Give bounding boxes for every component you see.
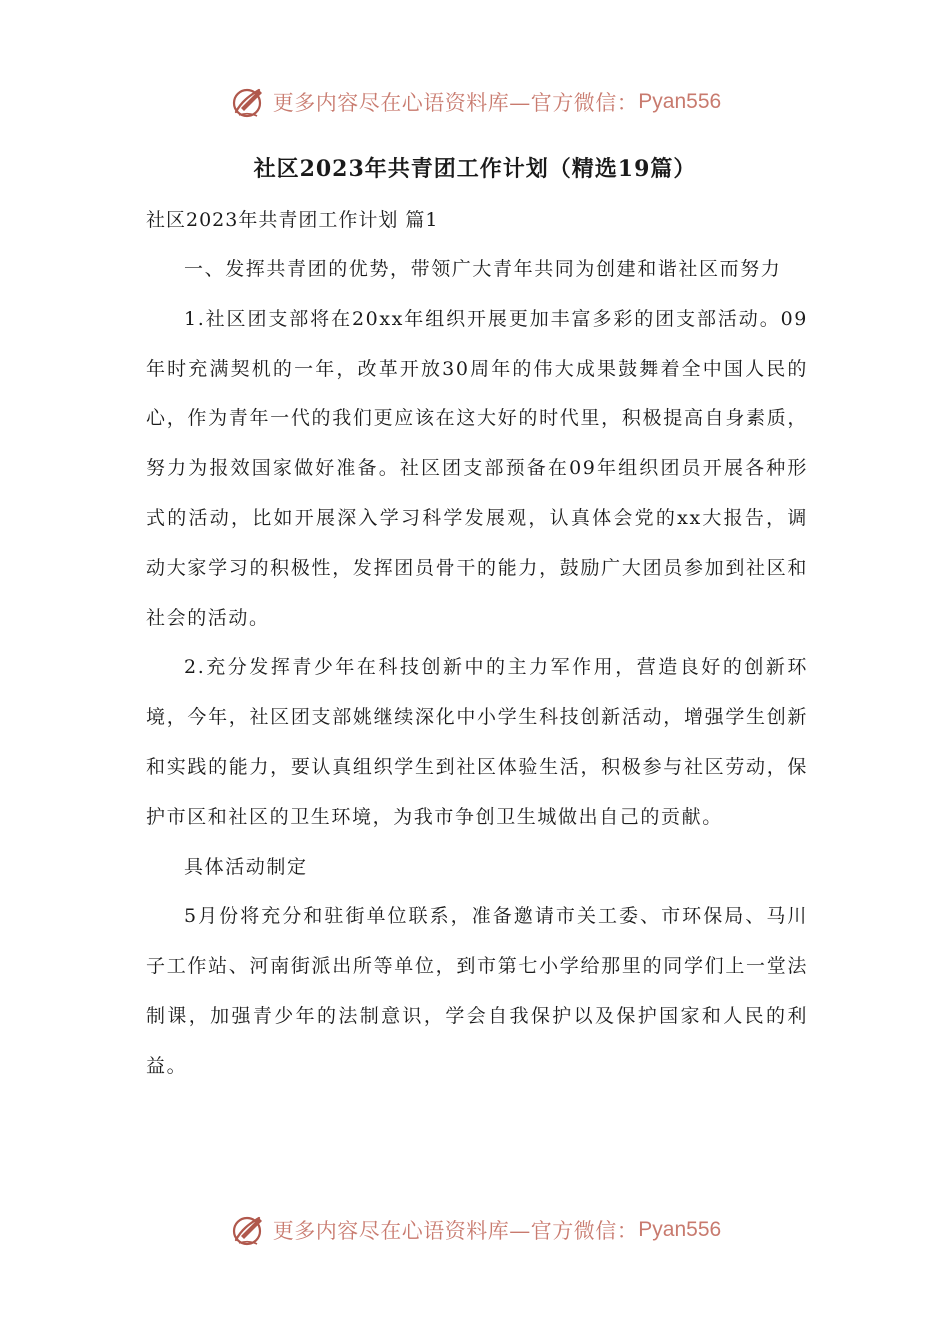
header-banner	[0, 80, 950, 124]
pen-logo-icon	[229, 1210, 269, 1250]
paragraph: 一、发挥共青团的优势，带领广大青年共同为创建和谐社区而努力	[184, 258, 782, 280]
pen-logo-icon	[229, 82, 269, 122]
banner-text: 更多内容尽在心语资料库—官方微信：	[272, 91, 639, 115]
footer-banner	[0, 1208, 950, 1252]
paragraph: 具体活动制定	[184, 855, 308, 878]
section-heading: 社区2023年共青团工作计划 篇1	[146, 209, 439, 231]
paragraph: 1.社区团支部将在20xx年组织开展更加丰富多彩的团支部活动。09年时充满契机的一年，改革开放30周年的伟大成果鼓舞着全中国人民的心，作为青年一代的我们更应该在这大好的时代里，积极提高自身素质，努力为报效国家做好准备。社区团支部预备在09年组织团员开展各种形式的活动，比如开展深入学习科学发展观，认真体会党的xx大报告，调动大家学习的积极性，发挥团员骨干的能力，鼓励广大团员参加到社区和社会的活动。	[146, 307, 808, 629]
wechat-id: Pyan556	[638, 1218, 722, 1241]
document-body	[146, 245, 808, 1092]
banner-text: 更多内容尽在心语资料库—官方微信：	[272, 1219, 639, 1243]
wechat-id: Pyan556	[638, 90, 722, 113]
paragraph: 2.充分发挥青少年在科技创新中的主力军作用，营造良好的创新环境，今年，社区团支部姚继续深化中小学生科技创新活动，增强学生创新和实践的能力，要认真组织学生到社区体验生活，积极参与社区劳动，保护市区和社区的卫生环境，为我市争创卫生城做出自己的贡献。	[146, 656, 808, 828]
paragraph: 5月份将充分和驻街单位联系，准备邀请市关工委、市环保局、马川子工作站、河南街派出所等单位，到市第七小学给那里的同学们上一堂法制课，加强青少年的法制意识，学会自我保护以及保护国家和人民的利益。	[146, 905, 808, 1077]
document-title: 社区2023年共青团工作计划（精选19篇）	[253, 156, 697, 182]
